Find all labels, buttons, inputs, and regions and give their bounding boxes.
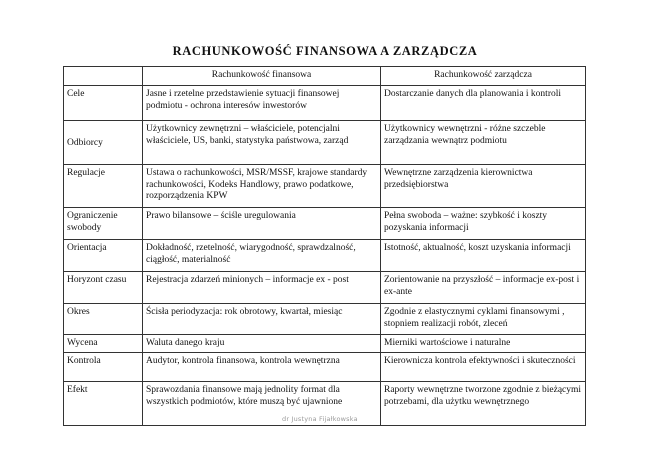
row-managerial: Raporty wewnętrzne tworzone zgodnie z bieżącymi potrzebami, dla użytku wewnętrznego	[381, 382, 586, 426]
comparison-table	[63, 66, 586, 426]
table-row	[64, 240, 586, 272]
table-row	[64, 121, 586, 165]
row-managerial: Dostarczanie danych dla planowania i kontroli	[381, 86, 586, 121]
row-managerial: Zorientowanie na przyszłość – informacje ex-post i ex-ante	[381, 272, 586, 304]
table-row	[64, 208, 586, 240]
row-category: Okres	[64, 304, 143, 335]
row-category: Wycena	[64, 335, 143, 353]
table-header-row	[64, 67, 586, 86]
table-row	[64, 272, 586, 304]
row-financial: Audytor, kontrola finansowa, kontrola wewnętrzna	[143, 353, 381, 382]
row-managerial: Kierownicza kontrola efektywności i skuteczności	[381, 353, 586, 382]
row-financial: Prawo bilansowe – ściśle uregulowania	[143, 208, 381, 240]
header-managerial: Rachunkowość zarządcza	[381, 67, 586, 86]
row-managerial: Mierniki wartościowe i naturalne	[381, 335, 586, 353]
row-category: Kontrola	[64, 353, 143, 382]
row-financial: Jasne i rzetelne przedstawienie sytuacji finansowej podmiotu - ochrona interesów inwestorów	[143, 86, 381, 121]
row-category: Regulacje	[64, 165, 143, 208]
table-row	[64, 304, 586, 335]
table-row	[64, 335, 586, 353]
row-financial: Ustawa o rachunkowości, MSR/MSSF, krajowe standardy rachunkowości, Kodeks Handlowy, prawo podatkowe, rozporządzenia KPW	[143, 165, 381, 208]
row-category: Efekt	[64, 382, 143, 426]
row-managerial: Zgodnie z elastycznymi cyklami finansowymi , stopniem realizacji robót, zleceń	[381, 304, 586, 335]
row-financial: Waluta danego kraju	[143, 335, 381, 353]
row-category: Odbiorcy	[64, 121, 143, 165]
row-managerial: Wewnętrzne zarządzenia kierownictwa przedsiębiorstwa	[381, 165, 586, 208]
row-financial: Rejestracja zdarzeń minionych – informacje ex - post	[143, 272, 381, 304]
row-managerial: Pełna swoboda – ważne: szybkość i koszty pozyskania informacji	[381, 208, 586, 240]
row-category: Orientacja	[64, 240, 143, 272]
table-row	[64, 86, 586, 121]
row-financial: Dokładność, rzetelność, wiarygodność, sprawdzalność, ciągłość, materialność	[143, 240, 381, 272]
row-category: Horyzont czasu	[64, 272, 143, 304]
header-category	[64, 67, 143, 86]
row-category: Ograniczenie swobody	[64, 208, 143, 240]
row-managerial: Istotność, aktualność, koszt uzyskania informacji	[381, 240, 586, 272]
row-managerial: Użytkownicy wewnętrzni - różne szczeble zarządzania wewnątrz podmiotu	[381, 121, 586, 165]
page-title: RACHUNKOWOŚĆ FINANSOWA A ZARZĄDCZA	[172, 44, 478, 58]
row-financial: Użytkownicy zewnętrzni – właściciele, potencjalni właściciele, US, banki, statystyka państwowa, zarząd	[143, 121, 381, 165]
row-financial: Ścisła periodyzacja: rok obrotowy, kwartał, miesiąc	[143, 304, 381, 335]
header-financial: Rachunkowość finansowa	[143, 67, 381, 86]
author-watermark: dr Justyna Fijałkowska	[282, 415, 358, 423]
table-row	[64, 353, 586, 382]
row-category: Cele	[64, 86, 143, 121]
row-financial: Sprawozdania finansowe mają jednolity format dla wszystkich podmiotów, które muszą być ujawnione	[143, 382, 381, 426]
table-row	[64, 165, 586, 208]
